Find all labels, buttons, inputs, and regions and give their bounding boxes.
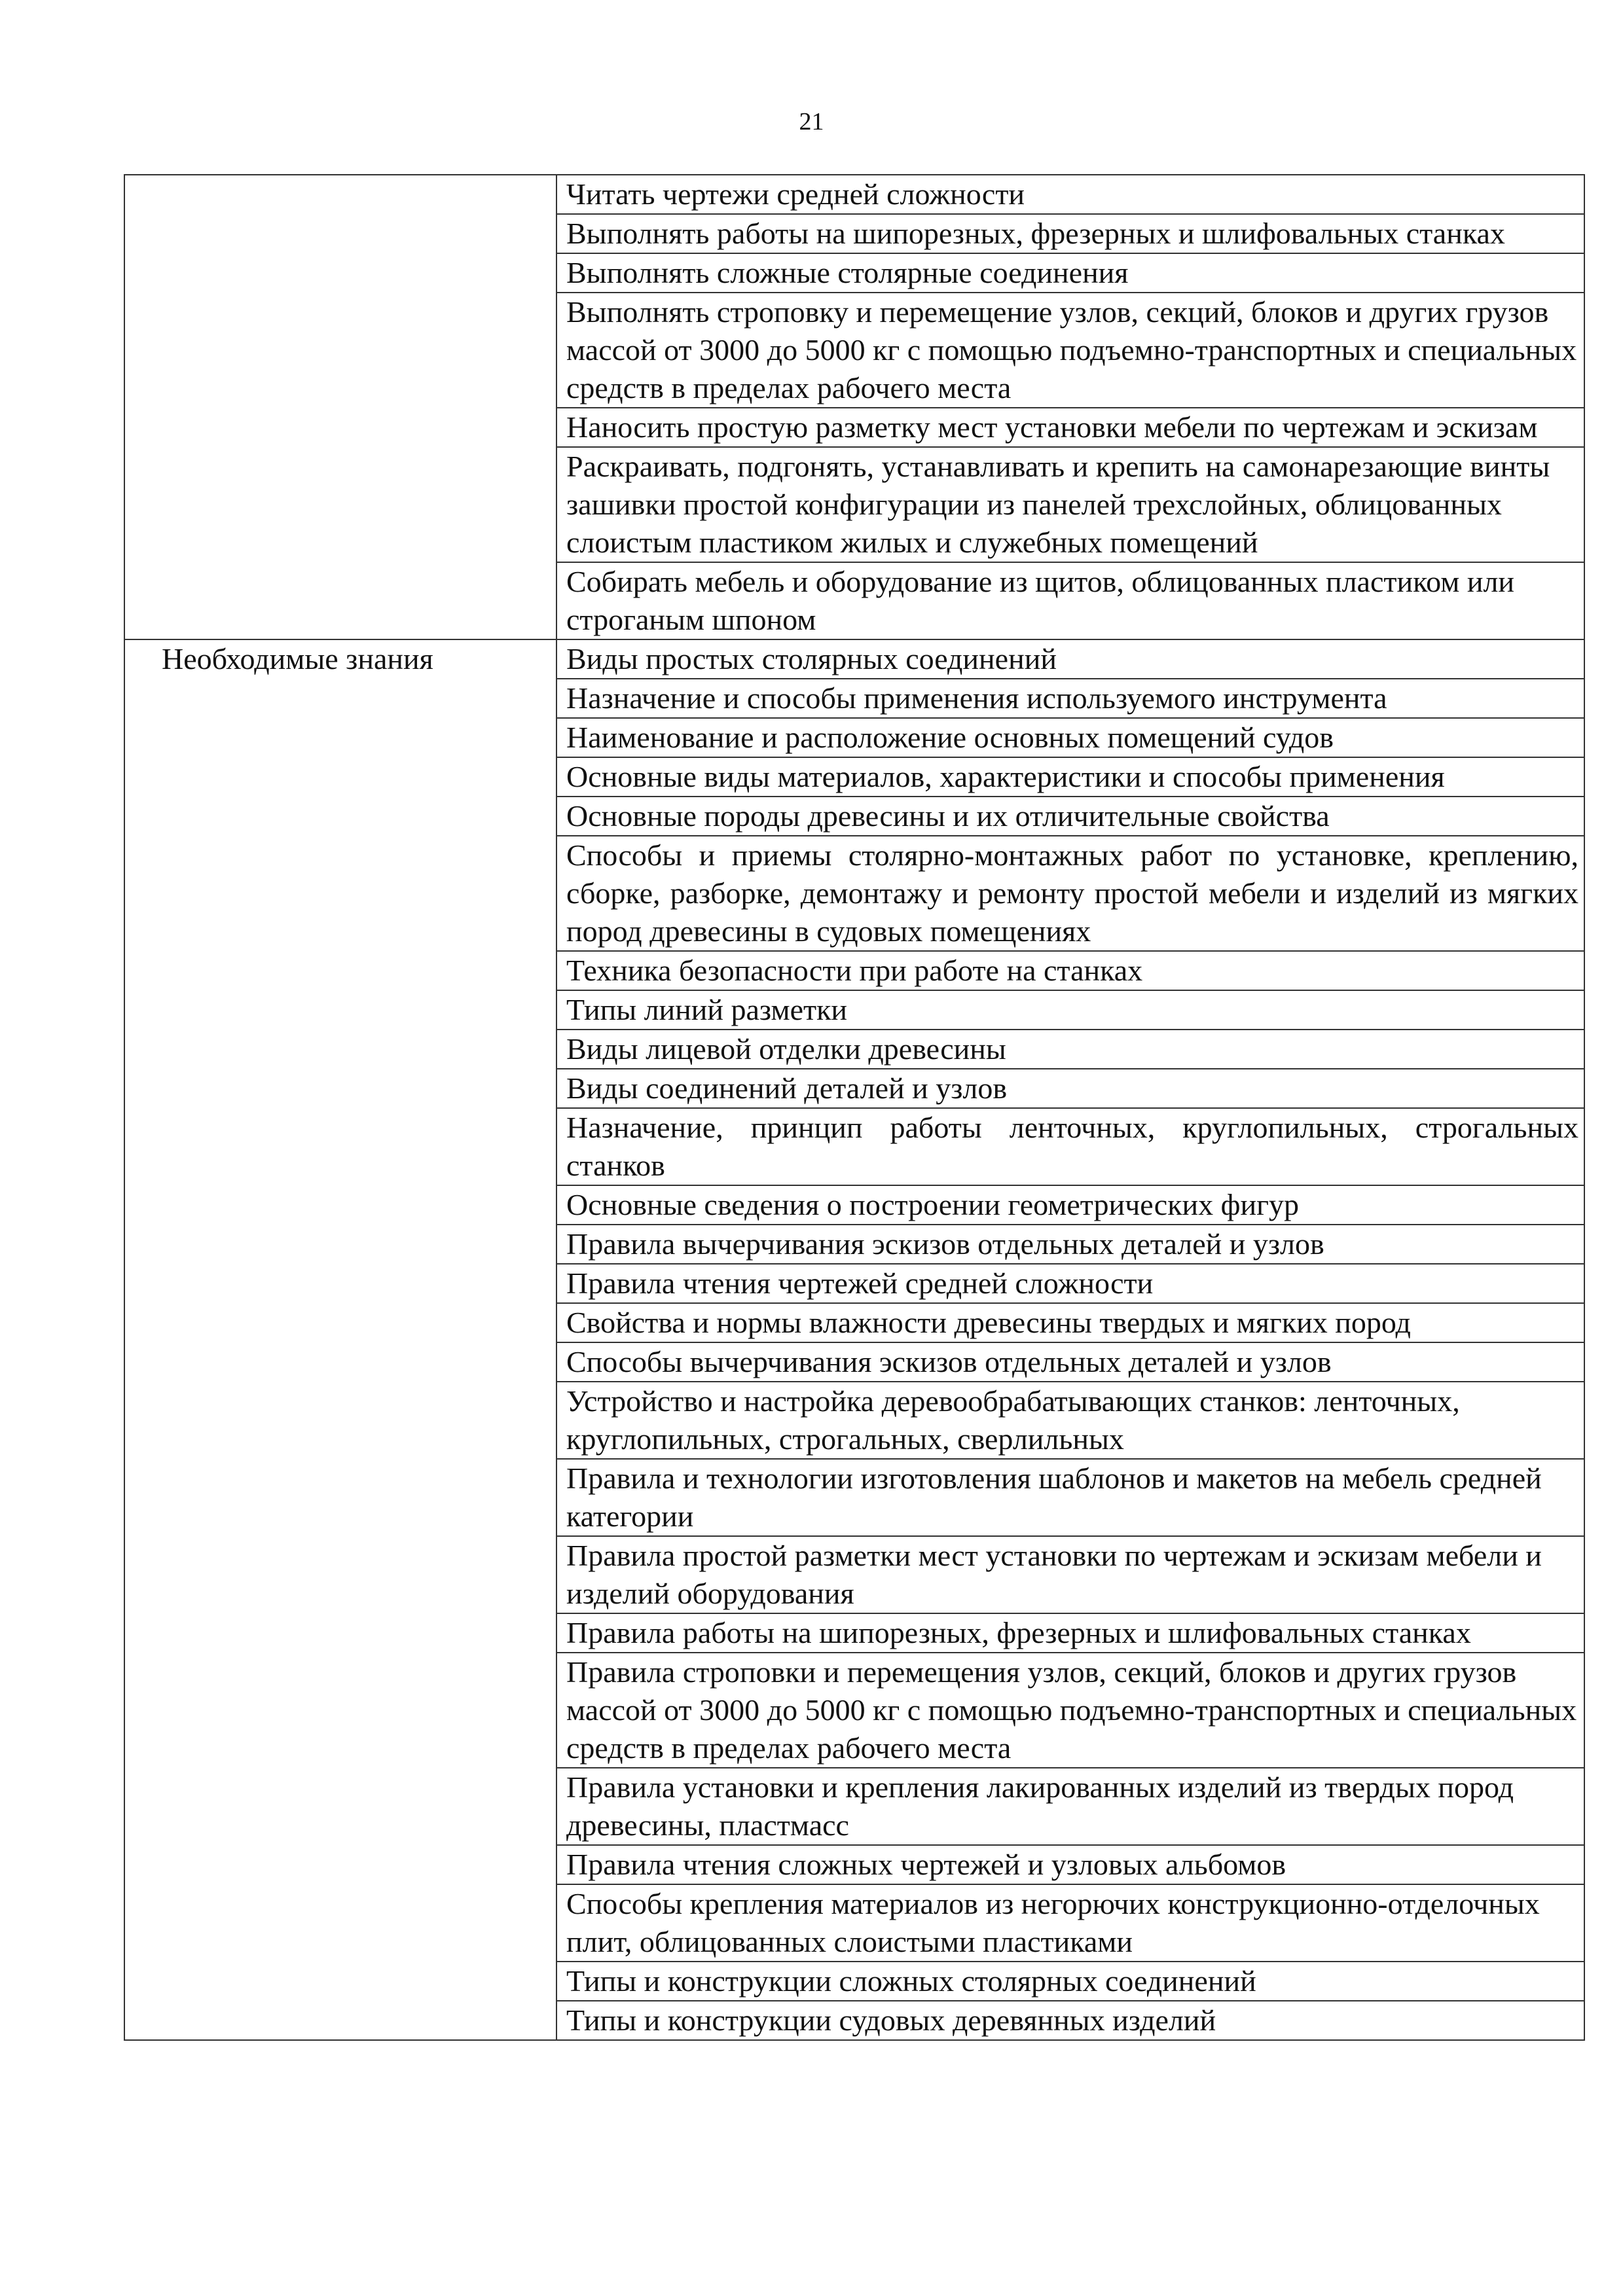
knowledge-item: Виды лицевой отделки древесины (556, 1030, 1584, 1069)
knowledge-item: Устройство и настройка деревообрабатывающих станков: ленточных, круглопильных, строгальных, сверлильных (556, 1382, 1584, 1459)
knowledge-item: Правила чтения сложных чертежей и узловых альбомов (556, 1845, 1584, 1884)
knowledge-item: Техника безопасности при работе на станках (556, 951, 1584, 990)
skill-item: Наносить простую разметку мест установки мебели по чертежам и эскизам (556, 408, 1584, 447)
skill-item: Выполнять строповку и перемещение узлов, секций, блоков и других грузов массой от 3000 до 5000 кг с помощью подъемно-транспортных и специальных средств в пределах рабочего места (556, 293, 1584, 408)
knowledge-item: Способы вычерчивания эскизов отдельных деталей и узлов (556, 1342, 1584, 1382)
requirements-table (124, 174, 1585, 2041)
knowledge-item: Основные виды материалов, характеристики и способы применения (556, 757, 1584, 797)
skills-label-cell (124, 175, 556, 639)
knowledge-item: Виды соединений деталей и узлов (556, 1069, 1584, 1108)
knowledge-item: Основные сведения о построении геометрических фигур (556, 1185, 1584, 1225)
knowledge-item: Назначение, принцип работы ленточных, круглопильных, строгальных станков (556, 1108, 1584, 1185)
knowledge-item: Правила вычерчивания эскизов отдельных деталей и узлов (556, 1225, 1584, 1264)
knowledge-label: Необходимые знания (162, 642, 433, 675)
page-number: 21 (799, 108, 824, 135)
knowledge-item: Правила и технологии изготовления шаблонов и макетов на мебель средней категории (556, 1459, 1584, 1536)
knowledge-item: Способы крепления материалов из негорючих конструкционно-отделочных плит, облицованных слоистыми пластиками (556, 1884, 1584, 1962)
skill-item: Выполнять сложные столярные соединения (556, 253, 1584, 293)
knowledge-item: Правила работы на шипорезных, фрезерных и шлифовальных станках (556, 1613, 1584, 1653)
knowledge-item: Правила строповки и перемещения узлов, секций, блоков и других грузов массой от 3000 до 5000 кг с помощью подъемно-транспортных и специальных средств в пределах рабочего места (556, 1653, 1584, 1768)
knowledge-item: Наименование и расположение основных помещений судов (556, 718, 1584, 757)
skill-item: Раскраивать, подгонять, устанавливать и крепить на самонарезающие винты зашивки простой конфигурации из панелей трехслойных, облицованных слоистым пластиком жилых и служебных помещений (556, 447, 1584, 562)
knowledge-item: Типы и конструкции судовых деревянных изделий (556, 2001, 1584, 2040)
knowledge-item: Правила чтения чертежей средней сложности (556, 1264, 1584, 1303)
skill-item: Выполнять работы на шипорезных, фрезерных и шлифовальных станках (556, 214, 1584, 253)
knowledge-item: Свойства и нормы влажности древесины твердых и мягких пород (556, 1303, 1584, 1342)
knowledge-item: Типы и конструкции сложных столярных соединений (556, 1962, 1584, 2001)
knowledge-item: Типы линий разметки (556, 990, 1584, 1030)
knowledge-item: Способы и приемы столярно-монтажных работ по установке, креплению, сборке, разборке, демонтажу и ремонту простой мебели и изделий из мягких пород древесины в судовых помещениях (556, 836, 1584, 951)
knowledge-item: Правила простой разметки мест установки по чертежам и эскизам мебели и изделий оборудования (556, 1536, 1584, 1613)
skill-row (124, 175, 1584, 214)
knowledge-item: Правила установки и крепления лакированных изделий из твердых пород древесины, пластмасс (556, 1768, 1584, 1845)
skill-item: Читать чертежи средней сложности (556, 175, 1584, 214)
knowledge-label-cell (124, 639, 556, 2040)
skill-item: Собирать мебель и оборудование из щитов, облицованных пластиком или строганым шпоном (556, 562, 1584, 639)
knowledge-item: Основные породы древесины и их отличительные свойства (556, 797, 1584, 836)
knowledge-item: Виды простых столярных соединений (556, 639, 1584, 679)
knowledge-row (124, 639, 1584, 679)
knowledge-item: Назначение и способы применения используемого инструмента (556, 679, 1584, 718)
